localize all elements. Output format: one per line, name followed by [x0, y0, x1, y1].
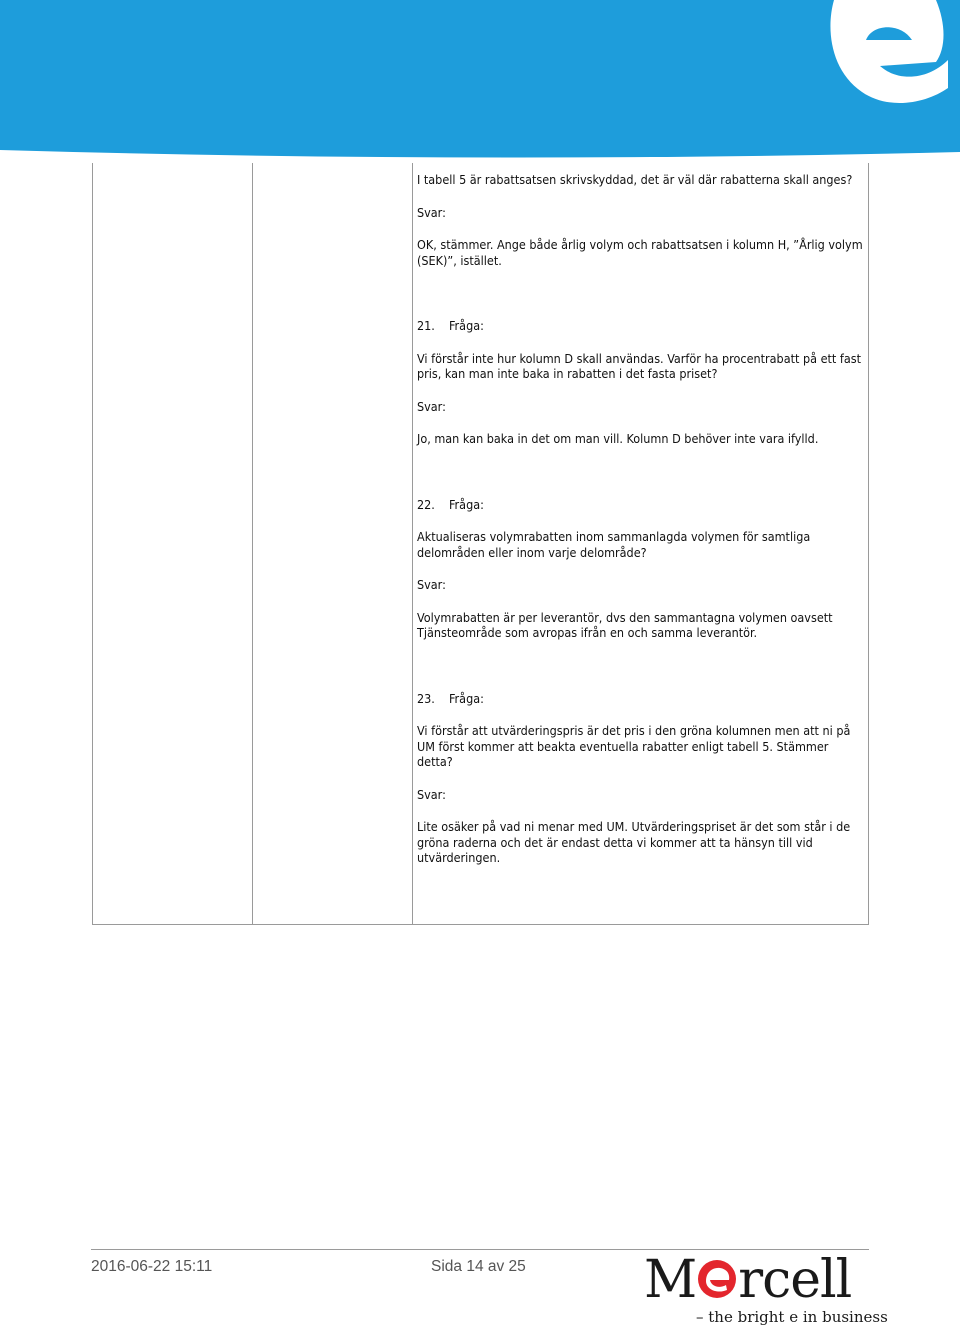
- question-23-label: Fråga:: [449, 690, 484, 706]
- qa-cell: [417, 172, 865, 866]
- question-20-svar-label: Svar:: [417, 204, 446, 220]
- question-22-label: Fråga:: [449, 496, 484, 512]
- logo-text-after: rcell: [738, 1250, 852, 1310]
- mercell-logo: [640, 1250, 888, 1326]
- logo-text-before: M: [644, 1250, 697, 1310]
- question-20-text: I tabell 5 är rabattsatsen skrivskyddad, det är väl där rabatterna skall anges?: [417, 172, 853, 187]
- question-22-heading: [417, 497, 865, 513]
- footer-page-number: Sida 14 av 25: [431, 1258, 526, 1275]
- table-column-divider-2: [412, 163, 413, 924]
- question-22-text: Aktualiseras volymrabatten inom sammanlagda volymen för samtliga delområden eller inom varje delområde?: [417, 529, 811, 560]
- question-21-label: Fråga:: [449, 318, 484, 333]
- question-23-number: 23.: [417, 690, 435, 706]
- question-23-text: Vi förstår att utvärderingspris är det pris i den gröna kolumnen men att ni på UM först kommer att beakta eventuella rabatter enligt tabell 5. Stämmer detta?: [417, 723, 851, 769]
- logo-wordmark: [644, 1252, 851, 1308]
- question-22-answer: Volymrabatten är per leverantör, dvs den sammantagna volymen oavsett Tjänsteområde som avropas ifrån en och samma leverantör.: [417, 609, 833, 640]
- question-21-answer: Jo, man kan baka in det om man vill. Kolumn D behöver inte vara ifylld.: [417, 431, 819, 446]
- table-column-divider-1: [252, 163, 253, 924]
- question-21-number: 21.: [417, 318, 435, 333]
- question-22-number: 22.: [417, 496, 435, 512]
- question-20-answer: OK, stämmer. Ange både årlig volym och rabattsatsen i kolumn H, ”Årlig volym (SEK)”, istället.: [417, 237, 863, 268]
- header-band: [0, 0, 960, 160]
- logo-tagline: – the bright e in business: [696, 1308, 888, 1326]
- logo-red-e-icon: [697, 1259, 737, 1299]
- question-23-svar-label: Svar:: [417, 786, 446, 802]
- question-21-svar-label: Svar:: [417, 398, 446, 414]
- question-23-heading: [417, 691, 865, 707]
- question-22-svar-label: Svar:: [417, 577, 446, 592]
- header-blue-wave: [0, 0, 960, 158]
- question-21-text: Vi förstår inte hur kolumn D skall användas. Varför ha procentrabatt på ett fast pris, kan man inte baka in rabatten i det fasta priset?: [417, 350, 861, 381]
- header-graphic: [0, 0, 960, 160]
- footer-date: 2016-06-22 15:11: [91, 1258, 213, 1275]
- question-21-heading: [417, 318, 865, 334]
- question-23-answer: Lite osäker på vad ni menar med UM. Utvärderingspriset är det som står i de gröna raderna och det är endast detta vi kommer att ta hänsyn till vid utvärderingen.: [417, 819, 851, 865]
